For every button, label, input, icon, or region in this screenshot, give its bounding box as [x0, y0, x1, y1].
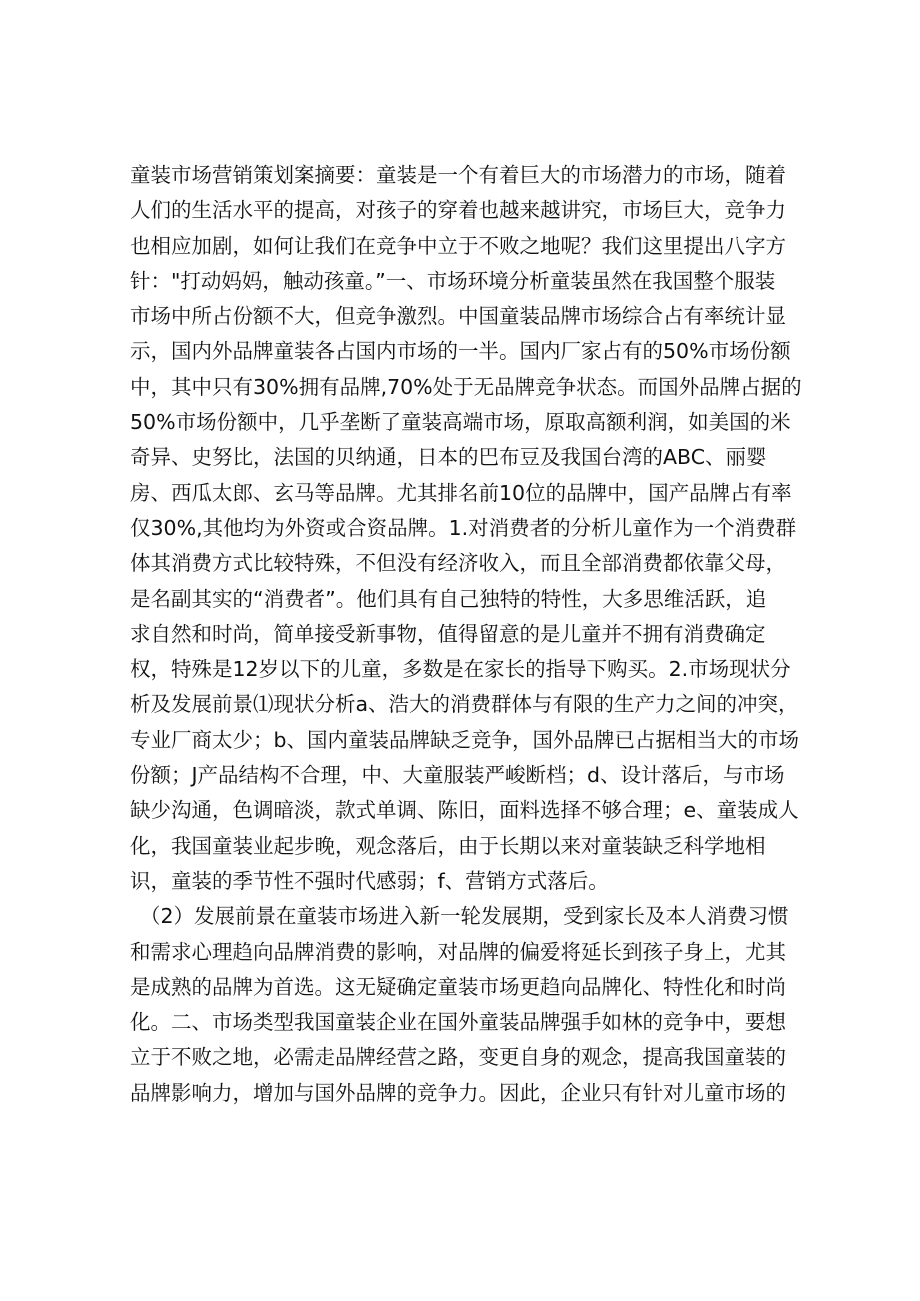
text-line: 人们的生活水平的提高，对孩子的穿着也越来越讲究，市场巨大，竞争力: [130, 198, 786, 223]
text-line: 专业厂商太少；b、国内童装品牌缺乏竞争，国外品牌已占据相当大的市场: [130, 727, 800, 752]
text-line: 针："打动妈妈，触动孩童。”一、市场环境分析童装虽然在我国整个服装: [130, 268, 776, 293]
text-line: 立于不败之地，必需走品牌经营之路，变更自身的观念，提高我国童装的: [130, 1045, 786, 1070]
text-line: 和需求心理趋向品牌消费的影响，对品牌的偏爱将延长到孩子身上，尤其: [130, 939, 786, 964]
text-line: 化。二、市场类型我国童装企业在国外童装品牌强手如林的竞争中，要想: [130, 1010, 786, 1035]
text-line: 缺少沟通，色调暗淡，款式单调、陈旧，面料选择不够合理；e、童装成人: [130, 798, 799, 823]
text-line: 奇异、史努比，法国的贝纳通，日本的巴布豆及我国台湾的ABC、丽婴: [130, 445, 767, 470]
text-line: 品牌影响力，增加与国外品牌的竞争力。因此，企业只有针对儿童市场的: [130, 1080, 786, 1105]
text-line: （2）发展前景在童装市场进入新一轮发展期，受到家长及本人消费习惯: [140, 904, 789, 929]
text-line: 析及发展前景⑴现状分析a、浩大的消费群体与有限的生产力之间的冲突，: [130, 692, 799, 717]
text-line: 求自然和时尚，简单接受新事物，值得留意的是儿童并不拥有消费确定: [130, 621, 766, 646]
text-line: 仅30%,其他均为外资或合资品牌。1.对消费者的分析儿童作为一个消费群: [130, 515, 797, 540]
text-line: 权，特殊是12岁以下的儿童，多数是在家长的指导下购买。2.市场现状分: [130, 657, 791, 682]
text-line: 识，童装的季节性不强时代感弱；f、营销方式落后。: [130, 868, 609, 893]
text-line: 化，我国童装业起步晚，观念落后，由于长期以来对童装缺乏科学地相: [130, 833, 766, 858]
text-line: 房、西瓜太郎、玄马等品牌。尤其排名前10位的品牌中，国产品牌占有率: [130, 480, 792, 505]
text-line: 体其消费方式比较特殊，不但没有经济收入，而且全部消费都依靠父母，: [130, 551, 786, 576]
text-line: 童装市场营销策划案摘要：童装是一个有着巨大的市场潜力的市场，随着: [130, 163, 786, 187]
text-line: 示，国内外品牌童装各占国内市场的一半。国内厂家占有的50%市场份额: [130, 339, 791, 364]
text-line: 份额；J产品结构不合理，中、大童服装严峻断档；d、设计落后，与市场: [130, 763, 785, 788]
text-line: 是名副其实的“消费者”。他们具有自己独特的特性，大多思维活跃，追: [130, 586, 767, 611]
text-line: 中，其中只有30%拥有品牌,70%处于无品牌竞争状态。而国外品牌占据的: [130, 374, 802, 399]
document-body: [130, 158, 802, 1111]
text-line: 也相应加剧，如何让我们在竞争中立于不败之地呢？我们这里提出八字方: [130, 233, 786, 258]
text-line: 50%市场份额中，几乎垄断了童装高端市场，原取高额利润，如美国的米: [130, 410, 791, 435]
text-line: 市场中所占份额不大，但竞争激烈。中国童装品牌市场综合占有率统计显: [130, 304, 786, 329]
text-line: 是成熟的品牌为首选。这无疑确定童装市场更趋向品牌化、特性化和时尚: [130, 974, 786, 999]
